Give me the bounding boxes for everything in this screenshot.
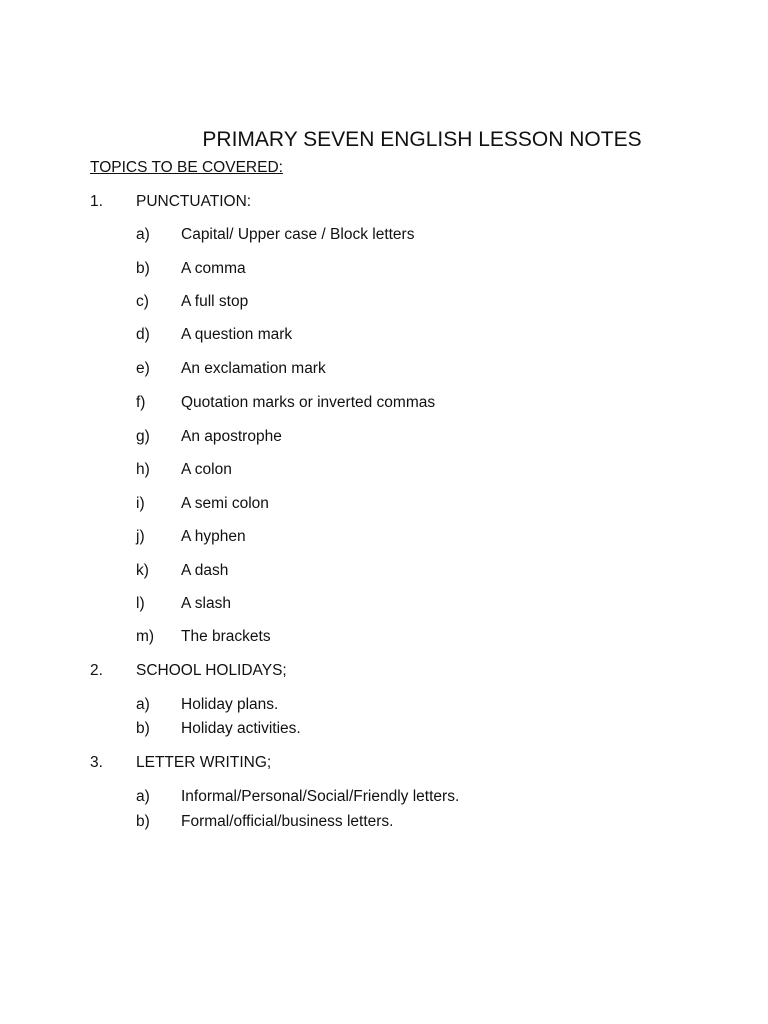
item-text: Holiday plans. <box>181 696 279 713</box>
item-text: A full stop <box>181 293 249 310</box>
item-letter: i) <box>136 495 145 512</box>
item-text: Quotation marks or inverted commas <box>181 394 436 411</box>
item-text: A question mark <box>181 326 293 343</box>
item-letter: b) <box>136 720 150 737</box>
item-text: Capital/ Upper case / Block letters <box>181 226 415 243</box>
section-heading: SCHOOL HOLIDAYS; <box>136 662 287 679</box>
section-number: 3. <box>90 754 103 771</box>
item-letter: k) <box>136 562 149 579</box>
item-letter: c) <box>136 293 149 310</box>
item-letter: d) <box>136 326 150 343</box>
item-text: A slash <box>181 595 231 612</box>
item-letter: g) <box>136 428 150 445</box>
item-text: A colon <box>181 461 232 478</box>
section-number: 1. <box>90 193 103 210</box>
item-letter: a) <box>136 226 150 243</box>
item-letter: a) <box>136 788 150 805</box>
page-title: PRIMARY SEVEN ENGLISH LESSON NOTES <box>202 128 642 151</box>
section-number: 2. <box>90 662 103 679</box>
item-letter: b) <box>136 813 150 830</box>
item-text: Formal/official/business letters. <box>181 813 394 830</box>
item-text: Informal/Personal/Social/Friendly letters. <box>181 788 460 805</box>
section-heading: LETTER WRITING; <box>136 754 272 771</box>
item-letter: j) <box>136 528 145 545</box>
item-text: The brackets <box>181 628 271 645</box>
item-text: A dash <box>181 562 229 579</box>
item-letter: h) <box>136 461 150 478</box>
item-text: A semi colon <box>181 495 269 512</box>
item-text: Holiday activities. <box>181 720 301 737</box>
item-letter: e) <box>136 360 150 377</box>
item-text: A hyphen <box>181 528 246 545</box>
item-text: An apostrophe <box>181 428 282 445</box>
item-letter: b) <box>136 260 150 277</box>
topics-heading: TOPICS TO BE COVERED: <box>90 159 283 176</box>
item-text: A comma <box>181 260 246 277</box>
section-heading: PUNCTUATION: <box>136 193 252 210</box>
item-letter: f) <box>136 394 146 411</box>
item-letter: a) <box>136 696 150 713</box>
item-letter: m) <box>136 628 155 645</box>
item-letter: l) <box>136 595 145 612</box>
item-text: An exclamation mark <box>181 360 326 377</box>
